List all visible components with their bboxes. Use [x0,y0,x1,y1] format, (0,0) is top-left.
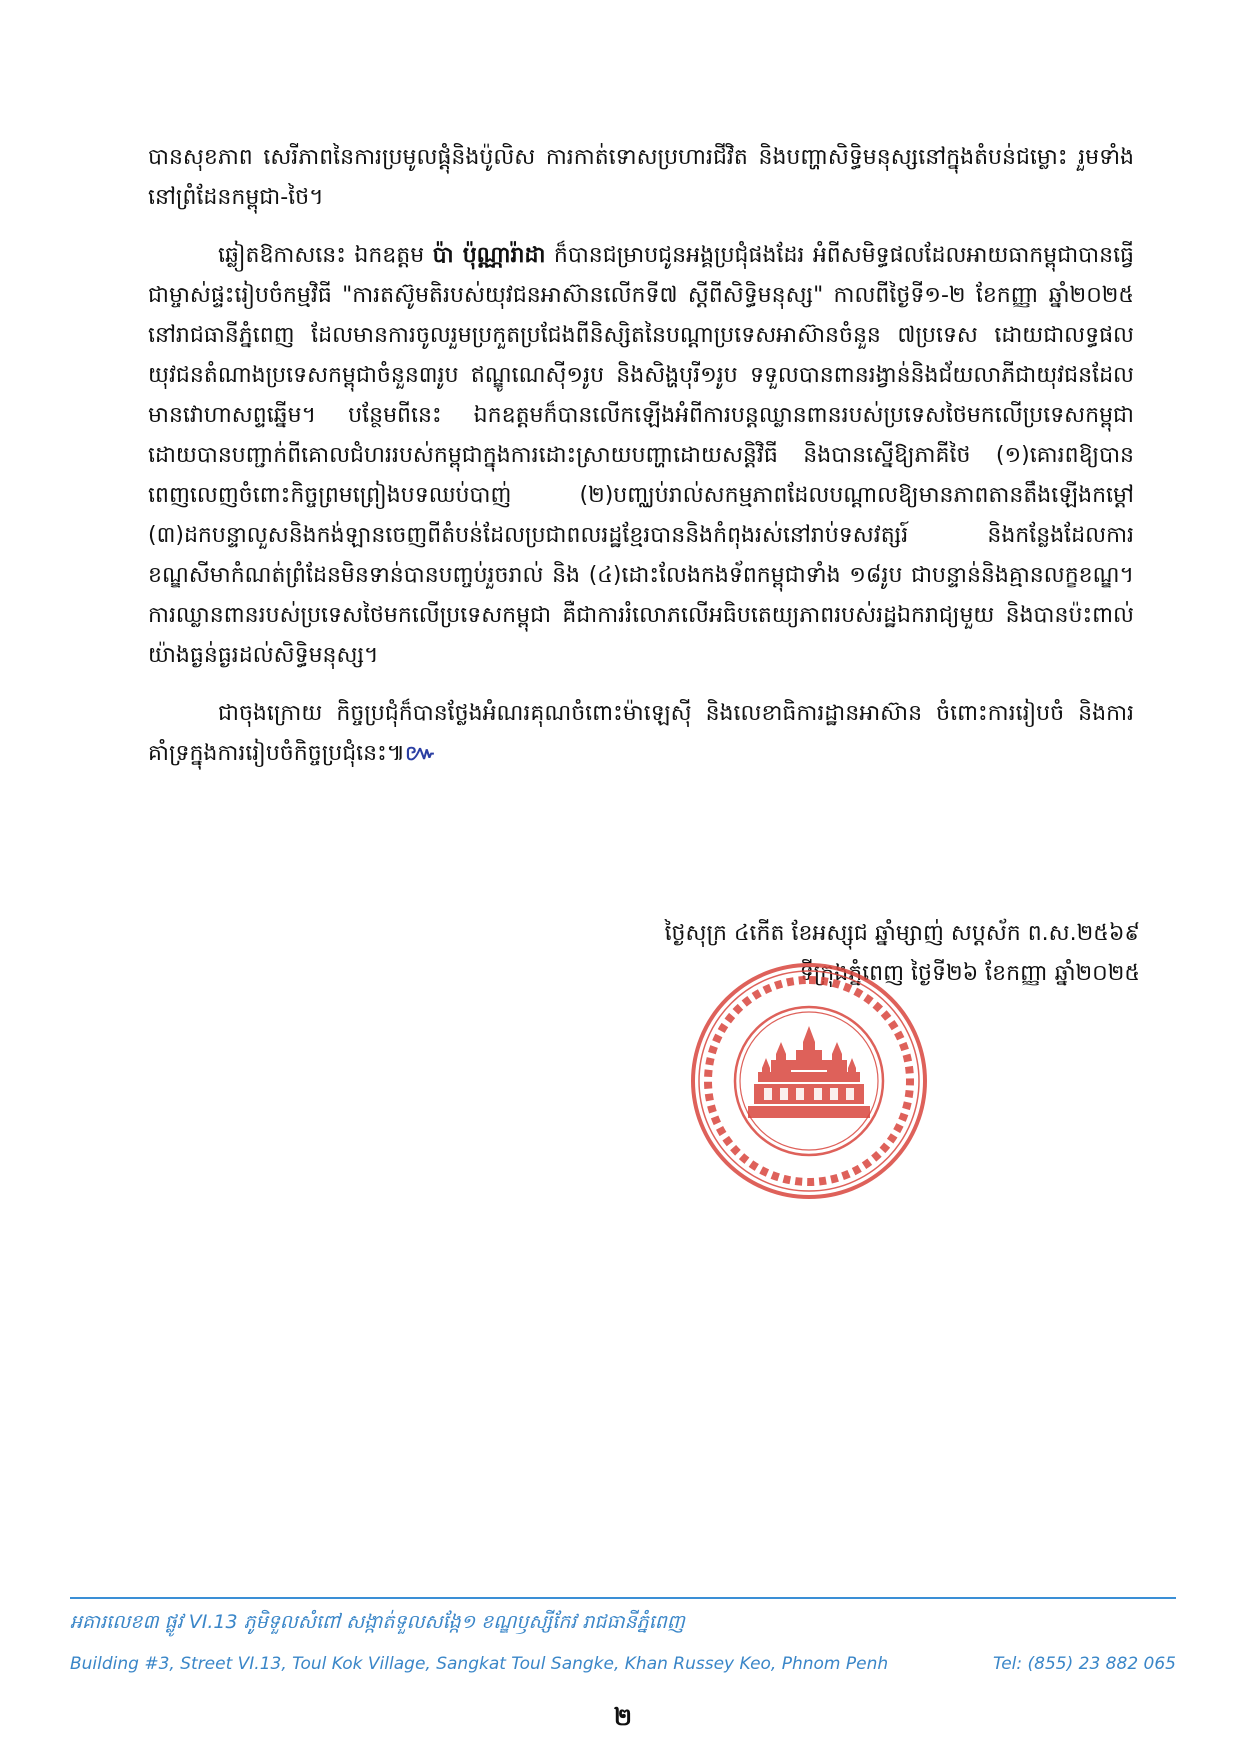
end-mark: ៚ [405,741,437,766]
paragraph-2-prefix: ឆ្លៀតឱកាសនេះ ឯកឧត្តម [218,243,433,268]
paragraph-3 [148,694,1134,774]
paragraph-1: បានសុខភាព សេរីភាពនៃការប្រមូលផ្តុំនិងប៉ូលិស ការកាត់ទោសប្រហារជីវិត និងបញ្ហាសិទ្ធិមនុស្សនៅក្នុងតំបន់ជម្លោះ រួមទាំងនៅព្រំដែនកម្ពុជា-ថៃ។ [148,145,1134,210]
paragraph-2 [148,236,1134,676]
official-name: ប៉ា ប៉ុណ្ណារ៉ាដា [432,243,546,268]
solar-date: ទីក្រុងភ្នំពេញ ថ្ងៃទី២៦ ខែកញ្ញា ឆ្នាំ២០២៥ [799,961,1140,986]
paragraph-2-rest: ក៏បានជម្រាបជូនអង្គប្រជុំផងដែរ អំពីសមិទ្ធផលដែលអាយធាកម្ពុជាបានធ្វើជាម្ចាស់ផ្ទះរៀបចំកម្មវិធី "ការតស៊ូមតិរបស់យុវជនអាស៊ានលើកទី៧ ស្តីពីសិទ្ធិមនុស្ស" កាលពីថ្ងៃទី១-២ ខែកញ្ញា ឆ្នាំ២០២៥ នៅរាជធានីភ្នំពេញ ដែលមានការចូលរួមប្រកួតប្រជែងពីនិស្សិតនៃបណ្តាប្រទេសអាស៊ានចំនួន ៧ប្រទេស ដោយជាលទ្ធផលយុវជនតំណាងប្រទេសកម្ពុជាចំនួន៣រូប ឥណ្ឌូណេស៊ី១រូប និងសិង្ហបុរី១រូប ទទួលបានពានរង្វាន់និងជ័យលាភីជាយុវជនដែលមានវោហាសព្ទឆ្នើម។ បន្ថែមពីនេះ ឯកឧត្តមក៏បានលើកឡើងអំពីការបន្តឈ្លានពានរបស់ប្រទេសថៃមកលើប្រទេសកម្ពុជា ដោយបានបញ្ជាក់ពីគោលជំហររបស់កម្ពុជាក្នុងការដោះស្រាយបញ្ហាដោយសន្តិវិធី និងបានស្នើឱ្យភាគីថៃ (១)គោរពឱ្យបានពេញលេញចំពោះកិច្ចព្រមព្រៀងបទឈប់បាញ់ (២)បញ្ឈប់រាល់សកម្មភាពដែលបណ្តាលឱ្យមានភាពតានតឹងឡើងកម្តៅ (៣)ដកបន្ទាលួសនិងកង់ឡានចេញពីតំបន់ដែលប្រជាពលរដ្ឋខ្មែរបាននិងកំពុងរស់នៅរាប់ទសវត្សរ៍ និងកន្លែងដែលការខណ្ឌសីមាកំណត់ព្រំដែនមិនទាន់បានបញ្ចប់រួចរាល់ និង (៤)ដោះលែងកងទ័ពកម្ពុជាទាំង ១៨រូប ជាបន្ទាន់និងគ្មានលក្ខខណ្ឌ។ ការឈ្លានពានរបស់ប្រទេសថៃមកលើប្រទេសកម្ពុជា គឺជាការរំលោភលើអធិបតេយ្យភាពរបស់រដ្ឋឯករាជ្យមួយ និងបានប៉ះពាល់យ៉ាងធ្ងន់ធ្ងរដល់សិទ្ធិមនុស្ស។ [148,243,1135,668]
lunar-date: ថ្ងៃសុក្រ ៤កើត ខែអស្សុជ ឆ្នាំម្សាញ់ សប្តស័ក ព.ស.២៥៦៩ [664,921,1140,946]
page-number: ២ [613,1703,633,1731]
angkor-temple-icon [748,1026,870,1118]
official-seal-stamp [688,960,930,1202]
footer-address-khmer: អគារលេខ៣ ផ្លូវ VI.13 ភូមិទួលសំពៅ សង្កាត់ទួលសង្កែ១ ខណ្ឌឫស្សីកែវ រាជធានីភ្នំពេញ [70,1611,685,1633]
footer-address-english: Building #3, Street VI.13, Toul Kok Village, Sangkat Toul Sangke, Khan Russey Keo, Phnom Penh [70,1654,889,1674]
footer-telephone: Tel: (855) 23 882 065 [992,1654,1176,1674]
document-body [148,138,1134,792]
footer-divider [70,1597,1176,1599]
paragraph-3-text: ជាចុងក្រោយ កិច្ចប្រជុំក៏បានថ្លែងអំណរគុណចំពោះម៉ាឡេស៊ី និងលេខាធិការដ្ឋានអាស៊ាន ចំពោះការរៀបចំ និងការគាំទ្រក្នុងការរៀបចំកិច្ចប្រជុំនេះ៕ [148,701,1134,766]
